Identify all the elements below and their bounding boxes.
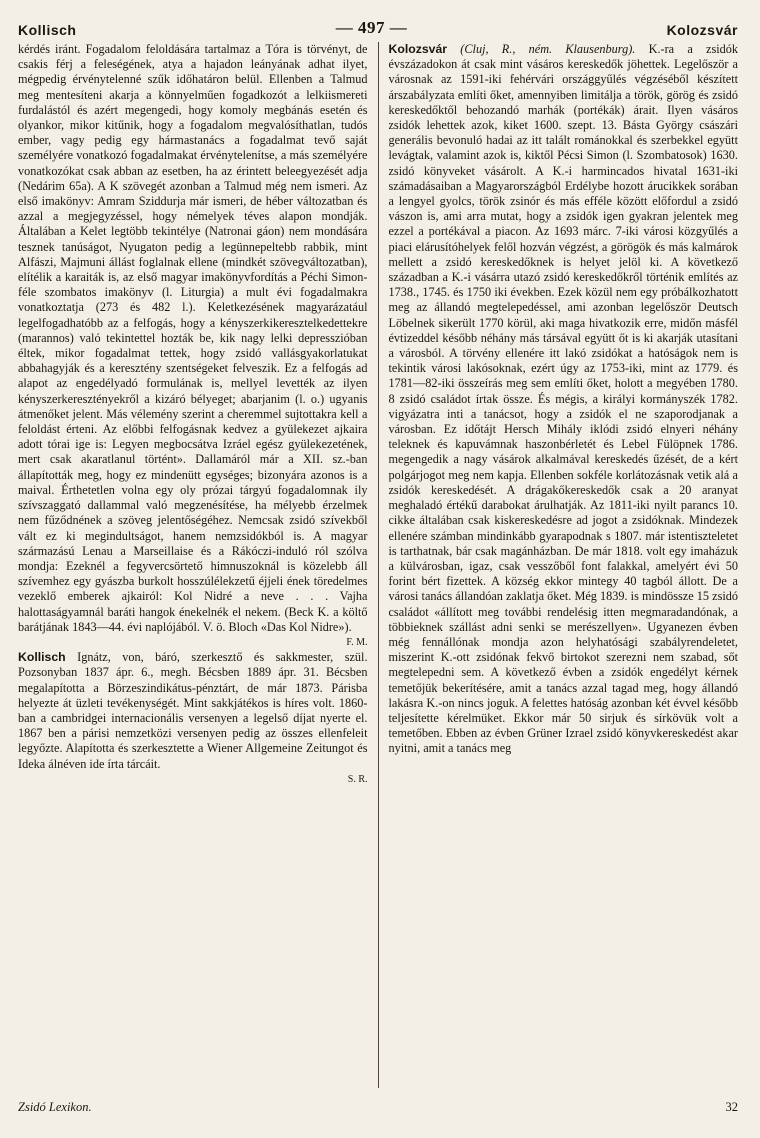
publication-title: Zsidó Lexikon. [18,1100,92,1114]
entry-headline: (Cluj, R., ném. Klausenburg). [460,42,636,56]
author-signature-fm: F. M. [346,636,368,648]
left-column [18,42,378,1088]
header-right-word: Kolozsvár [666,22,738,38]
right-column [378,42,739,1088]
entry-body: Ignátz, von, báró, szerkesztő és sakkmester, szül. Pozsonyban 1837 ápr. 6., megh. Bécsben 1889 ápr. 31. Bécsben megalapította a Börzeszindikátus-pénztárt, de már 1873. Párisba helyezte át üzleti tevékenységét. Mint sakkjátékos is híres volt. 1860-ban a cambridgei internacionális versenyen a legelső díjat nyerte el. 1867 ben a párisi nemzetközi versenyen pedig az összes ellenfeleit legyőzte. Alapította és szerkesztette a Wiener Allgemeine Zeitungot és Ideka álnéven ide írta tárcáit. [18,650,368,771]
running-header [18,8,738,38]
entry-headword: Kollisch [18,650,66,665]
signature-mark: 32 [725,1100,738,1114]
entry-kollisch [18,650,368,772]
entry-headword: Kolozsvár [388,42,448,56]
page-number: — 497 — [335,18,408,37]
kol-nidre-continuation: kérdés iránt. Fogadalom feloldására tartalmaz a Tóra is törvényt, de csakis férj a feleségének, atya a hajadon leányának adhat ilyet, mégpedig érvénytelenné szűk időhatáron belül. Ellenben a Talmud meg mentesíteni akarja a könnyelműen fogadkozót a lelkiismereti furdalástól és azért megengedi, hogy komoly megbánás esetén és olyankor, mikor kitűnik, hogy a fogadalom megvalósíthatlan, tudós ember, vagy pedig egy hármastanács a fogadalmat tevő saját személyére vonatkozó fogadalmakat érvénytelenítse, a más személyére vonatkozókat csak abban az esetben, ha az érintett beleegyezését adja (Nedárim 65a). A K szövegét azonban a Talmud még nem ismeri. Az első imakönyv: Amram Sziddurja már ismeri, de héber változatban és azzal a megjegyzéssel, hogy némelyek téves alapon mondják. Általában a Kelet legtöbb tekintélye (Natronai gáon) nem mondására tesznek tanúságot, Nyugaton pedig a legünnepeltebb rabbik, mint Alfászi, Majmuni állást foglalnak ellene (mindkét szövegváltozatban), elítélik a karaiták is, az első magyar imakönyvfordítás a Péchi Simon-féle szombatos imakönyv (l. Liturgia) a mult évi fogadalmakra vonatkoztatja (273 és 482 l.). Keletkezésének magyarázatául legelfogadhatóbb az a felfogás, hogy a kényszerkikeresztelkedettekre (marannos) való tekintettel hozták be, kik nagy lelki depresszióban éltek, mikor fogadalmat tettek, hogy zsidó vallásgyakorlatukat abbahagyják és a keresztény szentségeket felveszik. Ez a felfogás ad alapot az engedélyadó formulának is, mellyel levették az ilyen kényszerkeresztényekről a kizáró bélyeget; abarjanim (l. o.) ugyanis átmenőket jelent. Más vélemény szerint a cheremmel sujtottakra kell a feloldást érteni. Az előbbi felfogásnak kedvez a gyülekezet ajkaira adott tórai ige is: Legyen megbocsátva Izráel egész gyülekezetének, mert csak akaratlanul történt». Dallamáról már a XII. sz.-ban állapították meg, hogy ez mindenütt egységes; bizonyára azonos is a maival. Érthetetlen volna egy oly prózai tárgyú fogadalomnak ily szívszaggató dallammal való megzenésítése, ha mélyebb érzelmek nem fűződnének a szöveg jelentőségéhez. Nemcsak zsidó szívekből vált ez ki megindultságot, hanem nemzsidókból is. A magyar származású Lenau a Marseillaise és a Rákóczi-induló ról szólva mondja: Ezeknél a fegyvercsörtető himnuszoknál is közelebb áll szívemhez egy gyászba burkolt hosszúlélekzetű éjjeli ének töredelmes vezeklő emberek ajkairól: Kol Nidré a neve . . . Vajha halottaságyamnál baráti hangok énekelnék el nekem. (Beck K. a költő barátjának 1843—44. évi naplójából. V. ö. Bloch «Das Kol Nidre»). [18,42,368,634]
page-footer [18,1100,738,1115]
author-signature-sr: S. R. [347,773,368,785]
entry-body: K.-ra a zsidók évszázadokon át csak mint vásáros kereskedők jöhettek. Legelőször a városnak az 1591-iki fehérvári országgyűlés végzéséből készített árszabályzata említi őket, amennyiben limitálja a török, görög és zsidó kereskedőktől behozandó marhák (portékák) árait. Ilyen vásáros zsidók lehettek azok, kiket 1600. szept. 13. Básta György császári generális bevonuló hadai az itt talált románokkal és szerbekkel együtt levágtak, valamint azok is, kiktől Pécsi Simon (l. Szombatosok) 1630. zsidó könyveket vásárolt. A K.-i harmincados hivatal 1631-iki számadásaiban a Magyarországból Erdélybe hozott árucikkek sorában a lengyel gyolcs, török zsinór és más efféle között előfordul a zsidó vászon is, ami arra mutat, hogy a zsidók igen gyakran jelentek meg ezzel a portékával a piacon. Az 1693 márc. 7-iki városi közgyűlés a piaci elárusítóhelyek felől hozván végzést, a görögök és más kalmárok mellett a zsidó kereskedőknek is helyet jelöl ki. A következő században a K.-i vásárra utazó zsidó kereskedőkről történik említés az 1738., 1745. és 1750 iki években. Ezek közül nem egy próbálkozhatott meg az állandó megtelepedéssel, ami azonban legelőször Deutsch Löbelnek sikerült 1770 körül, aki maga hivatkozik erre, midőn másfél évtizeddel később néhány más társával együtt őt is ki akarják utasítani a városból. A törvény ellenére itt lakó zsidókat a hatóságok nem is tekintik városi lakósoknak, ezért úgy az 1753-iki, mint az 1779. és 1781—82-iki összeírás meg sem említi őket, holott a megyében 1780. 8 zsidó családot írtak össze. És mégis, a királyi kormányszék 1782. vigyázatra inti a tanácsot, hogy a zsidók el ne szaporodjanak a városban. Ez időtájt Hersch Mihály iklódi zsidó elnyeri néhány teleknek és kapuvámnak haszonbérletét és Lebel Fülöpnek 1786. megengedik a nagy vásárok alkalmával kereskedés űzését, de a kért polgárjogot meg nem kapja. Ellenben sokféle korlátozásnak vetik alá a zsidók kereskedését. A drágakőkereskedők csak a 20 aranyat meghaladó értékű darabokat árulhatják. Az 1811-iki nyilt parancs 10. cikke általában csak kiskereskedésre ad jogot a zsidóknak. Mindezek ellenére számban mindinkább gyarapodnak s 1807. már istentiszteletet is tarthatnak, bár csak magánházban. De már 1818. volt egy imaházuk a külvárosban, igaz, csak vesszőből font falakkal, amelyért évi 50 forint bért fizettek. A község ekkor mintegy 40 tagból állott. De a városi tanács állandóan zaklatja őket. Még 1839. is mindössze 15 zsidó családot «állított meg további rendelésig itten megmaradandónak, a többieknek szállást adni senki se merészellyen». Ugyanezen évben még fennállónak mondja azon helyhatósági szabályrendeletet, miszerint K.-ott zsidónak fekvő birtokot szerezni nem szabad, sőt megtelepedni sem. A következő évben a zsidók engedélyt kérnek temetőjük bekerítésére, amit a tanács azzal tagad meg, hogy állandó lakásra K.-on nincs joguk. A felettes hatóság azonban két évvel később teljesítette kérelmüket. Ekkor már 50 sirjuk és sírkövük volt a temetőben. Ebben az évben Grüner Izrael zsidó könyvkereskedést akar nyitni, amit a tanács meg [388,42,738,756]
header-left-word: Kollisch [18,22,77,38]
text-columns [18,42,738,1088]
entry-kolozsvar [389,42,739,757]
